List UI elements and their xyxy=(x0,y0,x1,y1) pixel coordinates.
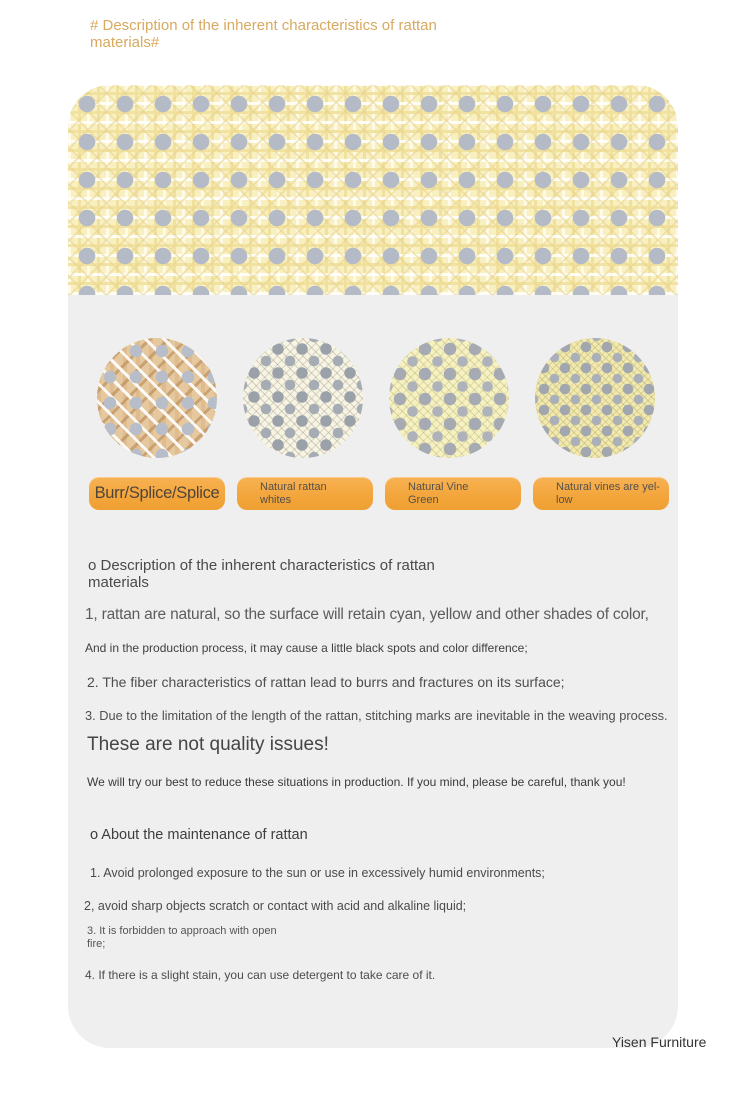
quality-note-subtext: We will try our best to reduce these situations in production. If you mind, please be careful, thank you! xyxy=(87,775,626,789)
natural-vine-green-swatch-image xyxy=(389,338,509,458)
maintenance-item-2: 2, avoid sharp objects scratch or contact with acid and alkaline liquid; xyxy=(84,899,467,913)
swatch-button-vine-green[interactable] xyxy=(385,477,521,510)
cane-webbing-banner-image xyxy=(68,85,678,295)
characteristics-heading: o Description of the inherent characteristics of rattan materials xyxy=(88,557,435,591)
maintenance-item-1: 1. Avoid prolonged exposure to the sun or use in excessively humid environments; xyxy=(90,866,545,880)
characteristics-item-2: 2. The fiber characteristics of rattan lead to burrs and fractures on its surface; xyxy=(87,674,565,690)
swatch-button-burr-splice[interactable] xyxy=(89,477,225,510)
natural-vine-yellow-swatch-image xyxy=(535,338,655,458)
swatch-button-label: Natural Vine xyxy=(408,481,469,493)
characteristics-item-3: 3. Due to the limitation of the length of the rattan, stitching marks are inevitable in the weaving process. xyxy=(85,708,668,723)
page-title-line2: materials# xyxy=(90,33,160,51)
maintenance-heading: o About the maintenance of rattan xyxy=(90,827,308,843)
page-title-line1: # Description of the inherent characteristics of rattan xyxy=(90,17,437,34)
swatch-button-vine-yellow[interactable] xyxy=(533,477,669,510)
characteristics-item-1: 1, rattan are natural, so the surface will retain cyan, yellow and other shades of color, xyxy=(85,606,649,623)
brand-name: Yisen Furniture xyxy=(612,1034,707,1050)
swatch-button-label: Green xyxy=(408,493,439,506)
maintenance-item-3-line1: 3. It is forbidden to approach with open xyxy=(87,925,277,937)
swatch-label-row xyxy=(68,477,678,510)
page-title xyxy=(90,18,460,51)
maintenance-item-4: 4. If there is a slight stain, you can use detergent to take care of it. xyxy=(85,968,436,982)
maintenance-item-3 xyxy=(87,925,347,951)
maintenance-item-3-line2: fire; xyxy=(87,938,106,950)
swatch-button-label: Natural vines are yel- xyxy=(556,481,660,493)
swatch-button-label: Burr/Splice/Splice xyxy=(94,484,220,502)
natural-rattan-white-swatch-image xyxy=(243,338,363,458)
swatch-image-row xyxy=(68,338,678,458)
content-card xyxy=(68,85,678,1048)
burr-splice-weave-swatch-image xyxy=(97,338,217,458)
swatch-button-label: whites xyxy=(260,493,292,506)
characteristics-item-1-sub: And in the production process, it may cause a little black spots and color difference; xyxy=(85,641,528,655)
swatch-button-label: Natural rattan xyxy=(260,481,327,493)
quality-note-heading: These are not quality issues! xyxy=(87,734,329,755)
swatch-button-natural-white[interactable] xyxy=(237,477,373,510)
swatch-button-label: low xyxy=(556,493,573,506)
